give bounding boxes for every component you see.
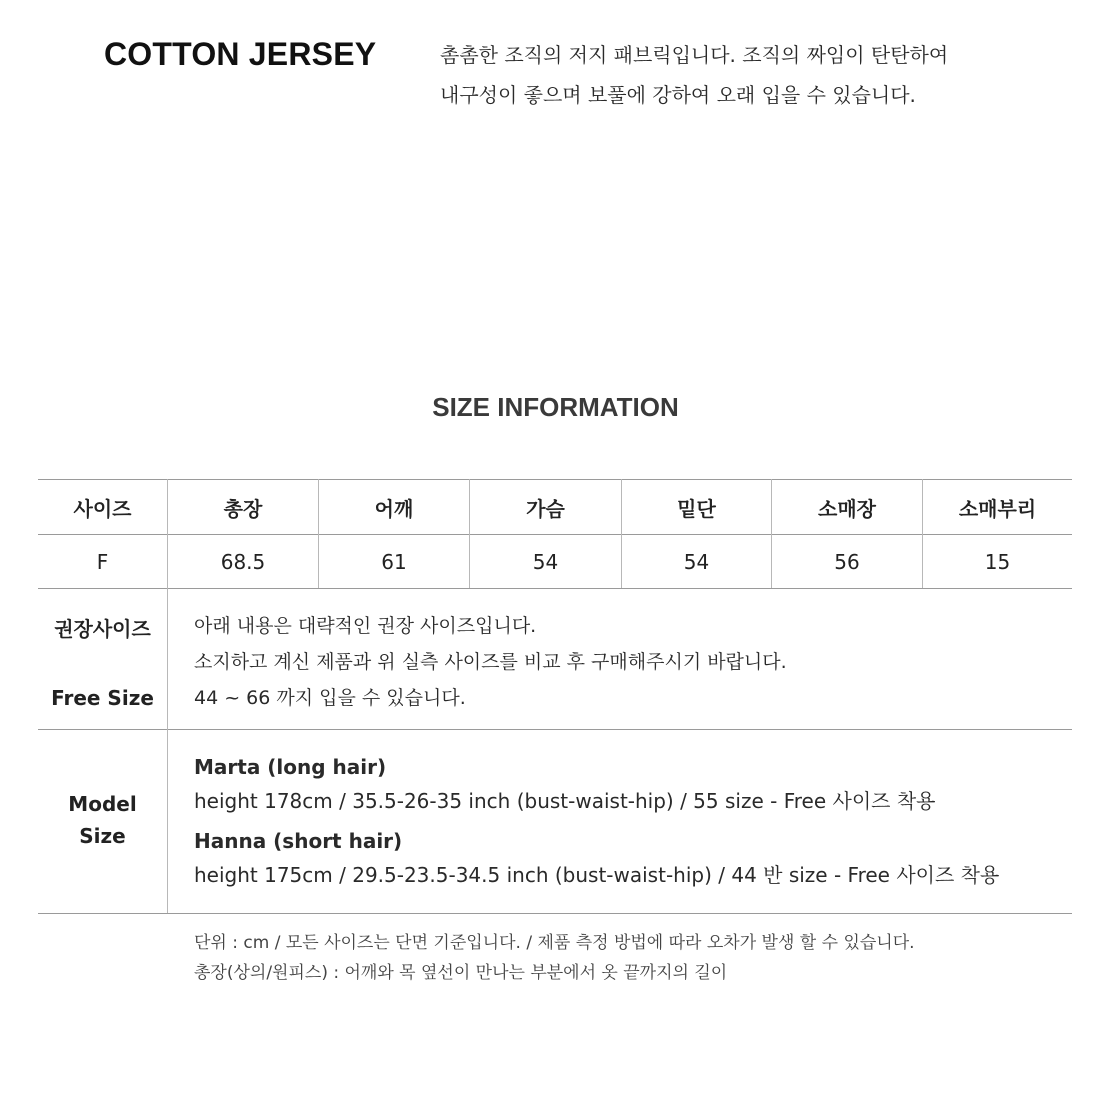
recommended-divider <box>38 729 1072 730</box>
header-hem: 밑단 <box>677 496 716 521</box>
header-shoulder: 어깨 <box>374 496 414 521</box>
model-name: Hanna (short hair) <box>194 829 403 853</box>
model-measurements: height 178cm / 35.5-26-35 inch (bust-waist-hip) / 55 size - Free 사이즈 착용 <box>194 789 936 813</box>
total-length-value: 68.5 <box>220 549 266 574</box>
free-size-label: Free Size <box>51 686 154 710</box>
header-sleeve-opening: 소매부리 <box>958 496 1037 521</box>
size-label: Size <box>79 824 126 848</box>
size-notes <box>194 928 915 988</box>
note-line: 총장(상의/원피스) : 어깨와 목 옆선이 만나는 부분에서 옷 끝까지의 길이 <box>194 963 728 983</box>
sleeve-length-value: 56 <box>834 549 860 574</box>
header-size: 사이즈 <box>73 496 132 521</box>
recommended-line: 소지하고 계신 제품과 위 실측 사이즈를 비교 후 구매해주시기 바랍니다. <box>194 651 787 673</box>
recommended-size-text <box>194 608 787 716</box>
fabric-description-line: 촘촘한 조직의 저지 패브릭입니다. 조직의 짜임이 탄탄하여 <box>440 43 949 67</box>
hem-value: 54 <box>683 549 710 574</box>
note-line: 단위 : cm / 모든 사이즈는 단면 기준입니다. / 제품 측정 방법에 따라 오차가 발생 할 수 있습니다. <box>194 933 915 953</box>
chest-value: 54 <box>532 549 559 574</box>
table-bottom-border <box>38 913 1072 914</box>
fabric-title: COTTON JERSEY <box>104 36 377 72</box>
recommended-size-label: 권장사이즈 <box>54 617 151 641</box>
header-chest: 가슴 <box>526 496 565 521</box>
model-name: Marta (long hair) <box>194 755 387 779</box>
model-info-block <box>194 750 999 898</box>
model-label: Model <box>68 792 137 816</box>
recommended-line: 아래 내용은 대략적인 권장 사이즈입니다. <box>194 615 537 637</box>
model-measurements: height 175cm / 29.5-23.5-34.5 inch (bust-waist-hip) / 44 반 size - Free 사이즈 착용 <box>194 863 1000 887</box>
shoulder-value: 61 <box>381 549 407 574</box>
size-value: F <box>96 549 109 574</box>
header-total-length: 총장 <box>223 496 263 521</box>
header-sleeve-length: 소매장 <box>818 496 876 521</box>
recommended-line: 44 ~ 66 까지 입을 수 있습니다. <box>194 687 466 709</box>
fabric-description-line: 내구성이 좋으며 보풀에 강하여 오래 입을 수 있습니다. <box>440 83 916 107</box>
table-row-divider <box>38 588 1072 589</box>
fabric-description <box>440 35 948 115</box>
sleeve-opening-value: 15 <box>984 549 1011 574</box>
size-information-title: SIZE INFORMATION <box>432 392 679 422</box>
